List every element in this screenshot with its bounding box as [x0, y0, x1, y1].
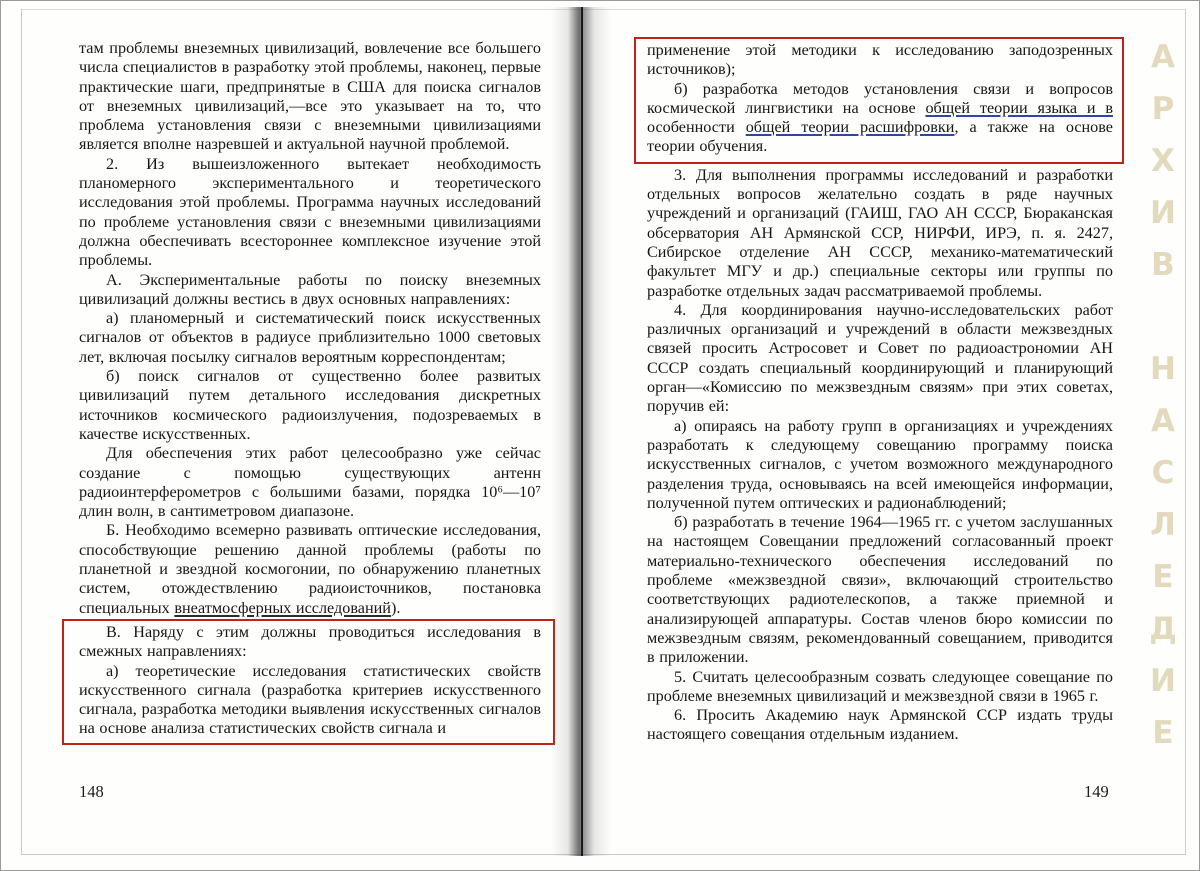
watermark-letter: А	[1151, 403, 1175, 439]
watermark-letter: И	[1150, 195, 1176, 231]
paragraph: 5. Считать целесообразным созвать следующее совещание по проблеме внеземных цивилизаций и межзвездной связи в 1965 г.	[647, 667, 1113, 705]
annotation-underline: общей теории языка и в	[925, 98, 1113, 117]
watermark-letter: Н	[1150, 351, 1176, 387]
paragraph: там проблемы внеземных цивилизаций, вовлечение все большего числа специалистов в разработку этой проблемы, наконец, первые практические шаги, предпринятые в США для поиска сигналов от внеземных цивилизаций,—все это указывает на то, что проблема установления связи с внеземными цивилизациями является вполне назревшей и актуальной научной проблемой.	[79, 39, 541, 154]
page-left-text	[79, 39, 541, 746]
annotation-red-box	[634, 37, 1124, 164]
scan-edge-right	[1185, 9, 1186, 854]
watermark-letter: Д	[1149, 611, 1177, 647]
watermark-letter: В	[1151, 247, 1175, 283]
paragraph: 3. Для выполнения программы исследований и разработки отдельных вопросов желательно создать в ряде научных учреждений и организаций (ГАИШ, ГАО АН СССР, Бюраканская обсерватория АН Армянской ССР, НИРФИ, ИРЭ, п. я. 2427, Сибирское отделение АН СССР, механико-математический факультет МГУ и др.) специальные секторы или группы по разработке отдельных задач рассматриваемой проблемы.	[647, 165, 1113, 300]
annotation-red-box	[62, 619, 555, 745]
paragraph: а) опираясь на работу групп в организациях и учреждениях разработать к следующему совещанию программу поиска искусственных сигналов, с учетом возможного международного разделения труда, основываясь на всей имеющейся информации, полученной путем оптических и радионаблюдений;	[647, 416, 1113, 512]
annotation-underline: внеатмосферных исследований	[174, 598, 391, 617]
scan-edge-left	[21, 9, 22, 854]
watermark-letter: А	[1151, 39, 1175, 75]
watermark-letter: Х	[1151, 143, 1175, 179]
paragraph: а) теоретические исследования статистических свойств искусственного сигнала (разработка критериев искусственного сигнала, разработка методики выявления искусственных сигналов на основе анализа статистических свойств сигнала и	[79, 661, 541, 738]
watermark-letter: Е	[1152, 715, 1174, 751]
page-number-right: 149	[1084, 782, 1109, 801]
page-right-text	[647, 37, 1113, 745]
paragraph: б) поиск сигналов от существенно более развитых цивилизаций путем детального исследования дискретных источников космического радиоизлучения, подозреваемых в качестве искусственных.	[79, 367, 541, 443]
watermark-letter: Р	[1151, 91, 1175, 127]
paragraph: 6. Просить Академию наук Армянской ССР издать труды настоящего совещания отдельным изданием.	[647, 706, 1113, 744]
paragraph: а) планомерный и систематический поиск искусственных сигналов от объектов в радиусе приблизительно 1000 световых лет, включая посылку сигналов вероятным корреспондентам;	[79, 309, 541, 366]
watermark-letter: С	[1151, 455, 1175, 491]
paragraph: 4. Для координирования научно-исследовательских работ различных организаций и учреждений в области межзвездных связей просить Астросовет и Совет по радиоастрономии АН СССР создать специальный координирующий и планирующий орган—«Комиссию по межзвездным связям» при этих советах, поручив ей:	[647, 300, 1113, 416]
annotation-underline: общей теории расшифровки	[745, 118, 955, 137]
paragraph: Б. Необходимо всемерно развивать оптические исследования, способствующие решению данной проблемы (работы по планетной и звездной космогонии, по обнаружению планетных систем, отождествлению радиоисточников, постановка специальных внеатмосферных исследований).	[79, 521, 541, 617]
paragraph: В. Наряду с этим должны проводиться исследования в смежных направлениях:	[79, 622, 541, 661]
paragraph: б) разработать в течение 1964—1965 гг. с учетом заслушанных на настоящем Совещании предложений согласованный проект материально-технического обеспечения исследований по проблеме «межзвездной связи», включающий строительство соответствующих радиотелескопов, а также приемной и анализирующей аппаратуры. Состав членов бюро комиссии по межзвездным связям, рекомендованный совещанием, приводится в приложении.	[647, 513, 1113, 667]
paragraph: применение этой методики к исследованию заподозренных источников);	[647, 41, 1113, 79]
archive-watermark	[1135, 31, 1191, 759]
paragraph: 2. Из вышеизложенного вытекает необходимость планомерного экспериментального и теоретического исследования этой проблемы. Программа научных исследований по проблеме установления связи с внеземными цивилизациями должна обеспечивать всестороннее комплексное изучение этой проблемы.	[79, 154, 541, 270]
paragraph: Для обеспечения этих работ целесообразно уже сейчас создание с помощью существующих антенн радиоинтерферометров с большими базами, порядка 10⁶—10⁷ длин волн, в сантиметровом диапазоне.	[79, 444, 541, 521]
watermark-letter: И	[1150, 663, 1176, 699]
watermark-letter: Е	[1152, 559, 1174, 595]
book-gutter-shadow	[551, 7, 611, 856]
watermark-letter: Л	[1150, 507, 1176, 543]
paragraph: б) разработка методов установления связи и вопросов космической лингвистики на основе общей теории языка и в особенности общей теории расшифровки, а также на основе теории обучения.	[647, 79, 1113, 156]
page-number-left: 148	[79, 782, 104, 801]
paragraph: А. Экспериментальные работы по поиску внеземных цивилизаций должны вестись в двух основных направлениях:	[79, 270, 541, 308]
